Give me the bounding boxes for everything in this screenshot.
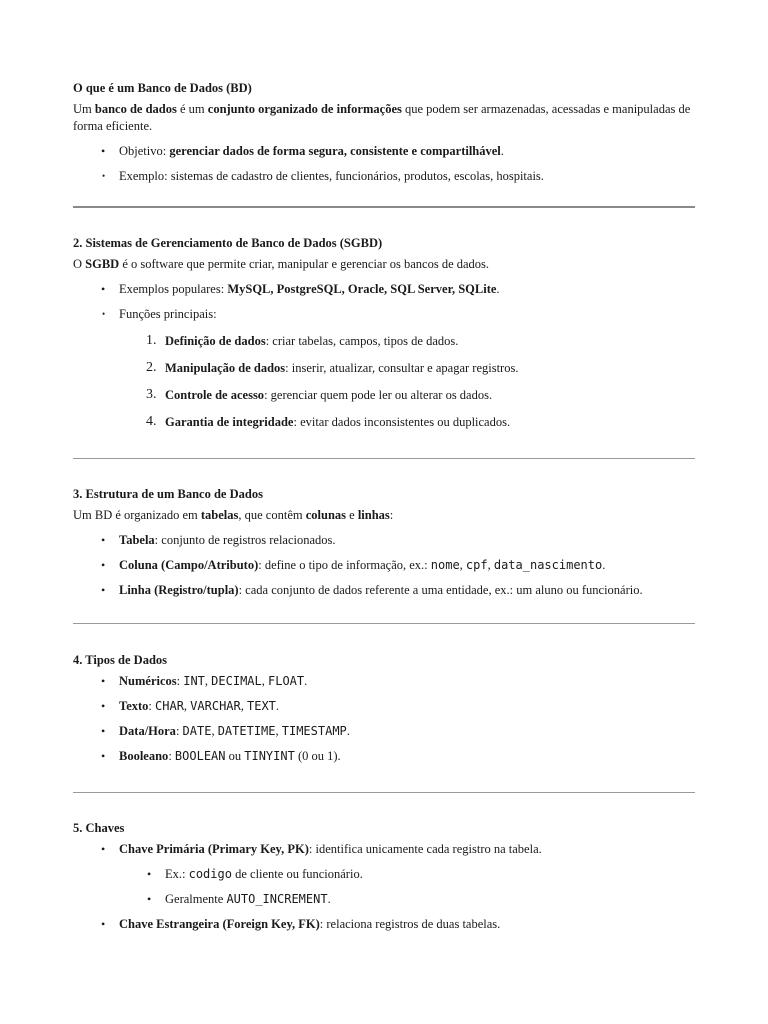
text: (0 ou 1). bbox=[294, 749, 341, 763]
list-item bbox=[73, 841, 695, 858]
text: Um BD é organizado em bbox=[73, 508, 201, 522]
section-divider bbox=[73, 623, 695, 624]
section-banco-de-dados bbox=[73, 80, 695, 185]
text: : cada conjunto de dados referente a uma entidade, ex.: um aluno ou funcionário. bbox=[238, 583, 643, 597]
list-item bbox=[73, 168, 695, 185]
bold-term: Chave Estrangeira (Foreign Key, FK) bbox=[119, 917, 320, 931]
list-item bbox=[73, 306, 695, 323]
text: : bbox=[168, 749, 175, 763]
bold-term: linhas bbox=[357, 508, 390, 522]
section-title: 5. Chaves bbox=[73, 821, 125, 835]
list-item bbox=[73, 723, 695, 740]
text: . bbox=[275, 699, 280, 713]
code-term: AUTO_INCREMENT bbox=[226, 892, 328, 906]
text: Geralmente bbox=[165, 892, 227, 906]
item-number: 2. bbox=[146, 360, 157, 375]
bullet-icon: • bbox=[101, 917, 106, 931]
bold-term: Chave Primária (Primary Key, PK) bbox=[119, 842, 309, 856]
code-term: TIMESTAMP bbox=[281, 724, 347, 738]
section-divider bbox=[73, 792, 695, 793]
code-term: DECIMAL bbox=[211, 674, 262, 688]
bullet-list bbox=[73, 143, 695, 185]
text: . bbox=[327, 892, 331, 906]
section-estrutura bbox=[73, 486, 695, 599]
bullet-icon: • bbox=[101, 558, 106, 572]
bold-term: conjunto organizado de informações bbox=[207, 102, 402, 116]
text: , bbox=[459, 558, 466, 572]
section-paragraph bbox=[73, 507, 695, 524]
text: é o software que permite criar, manipular e gerenciar os bancos de dados. bbox=[119, 257, 490, 271]
bold-term: Booleano bbox=[119, 749, 169, 763]
text: : criar tabelas, campos, tipos de dados. bbox=[265, 334, 459, 348]
text: , bbox=[240, 699, 247, 713]
section-sgbd bbox=[73, 235, 695, 431]
numbered-item bbox=[73, 387, 695, 404]
section-divider bbox=[73, 458, 695, 459]
text: Ex.: bbox=[165, 867, 189, 881]
code-term: TEXT bbox=[247, 699, 276, 713]
bold-term: Garantia de integridade bbox=[165, 415, 294, 429]
bold-term: Tabela bbox=[119, 533, 155, 547]
bold-term: Texto bbox=[119, 699, 149, 713]
code-term: DATE bbox=[182, 724, 212, 738]
bullet-icon: • bbox=[101, 699, 106, 713]
bullet-list bbox=[73, 281, 695, 323]
list-item bbox=[73, 532, 695, 549]
text: O bbox=[73, 257, 86, 271]
bold-term: Numéricos bbox=[119, 674, 177, 688]
section-title: O que é um Banco de Dados (BD) bbox=[73, 81, 252, 95]
bold-term: Definição de dados bbox=[165, 334, 266, 348]
text: de cliente ou funcionário. bbox=[231, 867, 363, 881]
item-number: 3. bbox=[146, 387, 157, 402]
text: e bbox=[346, 508, 358, 522]
text: . bbox=[346, 724, 350, 738]
code-term: VARCHAR bbox=[190, 699, 241, 713]
text: é um bbox=[176, 102, 208, 116]
text: : evitar dados inconsistentes ou duplicados. bbox=[293, 415, 511, 429]
code-term: cpf bbox=[465, 558, 488, 572]
section-title: 4. Tipos de Dados bbox=[73, 653, 168, 667]
bullet-icon: • bbox=[101, 842, 106, 856]
text: , bbox=[487, 558, 494, 572]
text: que podem ser armazenadas, acessadas e manipuladas de forma eficiente. bbox=[73, 102, 691, 133]
bold-term: Data/Hora bbox=[119, 724, 176, 738]
code-term: INT bbox=[183, 674, 205, 688]
code-term: FLOAT bbox=[268, 674, 305, 688]
bold-term: tabelas bbox=[200, 508, 239, 522]
bullet-list bbox=[73, 916, 695, 933]
list-item bbox=[73, 143, 695, 160]
numbered-item bbox=[73, 360, 695, 377]
text: . bbox=[602, 558, 606, 572]
bullet-icon: • bbox=[147, 867, 152, 881]
bold-term: SGBD bbox=[85, 257, 120, 271]
text: Um bbox=[73, 102, 95, 116]
list-item bbox=[73, 557, 695, 574]
code-term: TINYINT bbox=[244, 749, 295, 763]
text: Exemplo: sistemas de cadastro de clientes, funcionários, produtos, escolas, hospitais. bbox=[119, 169, 544, 183]
item-number: 1. bbox=[146, 333, 157, 348]
text: . bbox=[304, 674, 308, 688]
text: Funções principais: bbox=[119, 307, 217, 321]
code-term: codigo bbox=[188, 867, 232, 881]
code-term: data_nascimento bbox=[493, 558, 603, 572]
sub-bullet-list bbox=[73, 866, 695, 908]
bullet-list bbox=[73, 532, 695, 599]
text: : conjunto de registros relacionados. bbox=[154, 533, 336, 547]
list-item bbox=[73, 916, 695, 933]
text: : define o tipo de informação, ex.: bbox=[258, 558, 431, 572]
sub-list-item bbox=[73, 866, 695, 883]
text: , bbox=[261, 674, 268, 688]
code-term: DATETIME bbox=[217, 724, 276, 738]
bullet-icon: • bbox=[101, 144, 106, 158]
list-item bbox=[73, 281, 695, 298]
text: . bbox=[496, 282, 500, 296]
section-tipos-de-dados bbox=[73, 652, 695, 765]
text: , que contêm bbox=[238, 508, 306, 522]
bullet-icon: • bbox=[101, 282, 106, 296]
bold-term: gerenciar dados de forma segura, consistente e compartilhável bbox=[169, 144, 501, 158]
text: : bbox=[389, 508, 394, 522]
text: : gerenciar quem pode ler ou alterar os dados. bbox=[264, 388, 493, 402]
bullet-icon: • bbox=[101, 749, 106, 763]
section-chaves bbox=[73, 820, 695, 933]
item-number: 4. bbox=[146, 414, 157, 429]
text: : inserir, atualizar, consultar e apagar registros. bbox=[285, 361, 519, 375]
bullet-icon: • bbox=[102, 309, 106, 319]
text: : bbox=[176, 674, 184, 688]
text: . bbox=[500, 144, 504, 158]
bold-term: Controle de acesso bbox=[165, 388, 265, 402]
bullet-icon: • bbox=[101, 583, 106, 597]
list-item bbox=[73, 698, 695, 715]
bold-term: MySQL, PostgreSQL, Oracle, SQL Server, SQLite bbox=[227, 282, 497, 296]
bold-term: Manipulação de dados bbox=[165, 361, 286, 375]
bold-term: Linha (Registro/tupla) bbox=[119, 583, 239, 597]
text: : relaciona registros de duas tabelas. bbox=[319, 917, 501, 931]
sub-list-item bbox=[73, 891, 695, 908]
bullet-icon: • bbox=[101, 674, 106, 688]
text: : bbox=[148, 699, 156, 713]
text: , bbox=[183, 699, 191, 713]
list-item bbox=[73, 748, 695, 765]
text: : identifica unicamente cada registro na tabela. bbox=[308, 842, 542, 856]
text: : bbox=[175, 724, 183, 738]
bullet-list bbox=[73, 841, 695, 858]
section-divider bbox=[73, 206, 695, 208]
list-item bbox=[73, 673, 695, 690]
bold-term: banco de dados bbox=[94, 102, 177, 116]
code-term: nome bbox=[430, 558, 460, 572]
numbered-list bbox=[73, 333, 695, 431]
list-item bbox=[73, 582, 695, 599]
section-title: 2. Sistemas de Gerenciamento de Banco de Dados (SGBD) bbox=[73, 236, 383, 250]
text: Objetivo: bbox=[119, 144, 170, 158]
bullet-icon: • bbox=[147, 892, 152, 906]
bold-term: Coluna (Campo/Atributo) bbox=[119, 558, 259, 572]
numbered-item bbox=[73, 414, 695, 431]
text: , bbox=[211, 724, 218, 738]
bullet-list bbox=[73, 673, 695, 765]
section-paragraph bbox=[73, 256, 695, 273]
section-title: 3. Estrutura de um Banco de Dados bbox=[73, 487, 263, 501]
code-term: BOOLEAN bbox=[174, 749, 226, 763]
section-paragraph bbox=[73, 101, 695, 135]
bullet-icon: • bbox=[101, 533, 106, 547]
bullet-icon: • bbox=[102, 171, 106, 181]
text: Exemplos populares: bbox=[119, 282, 228, 296]
code-term: CHAR bbox=[155, 699, 184, 713]
text: , bbox=[275, 724, 282, 738]
numbered-item bbox=[73, 333, 695, 350]
text: ou bbox=[225, 749, 245, 763]
bullet-icon: • bbox=[101, 724, 106, 738]
bold-term: colunas bbox=[305, 508, 347, 522]
text: , bbox=[204, 674, 212, 688]
